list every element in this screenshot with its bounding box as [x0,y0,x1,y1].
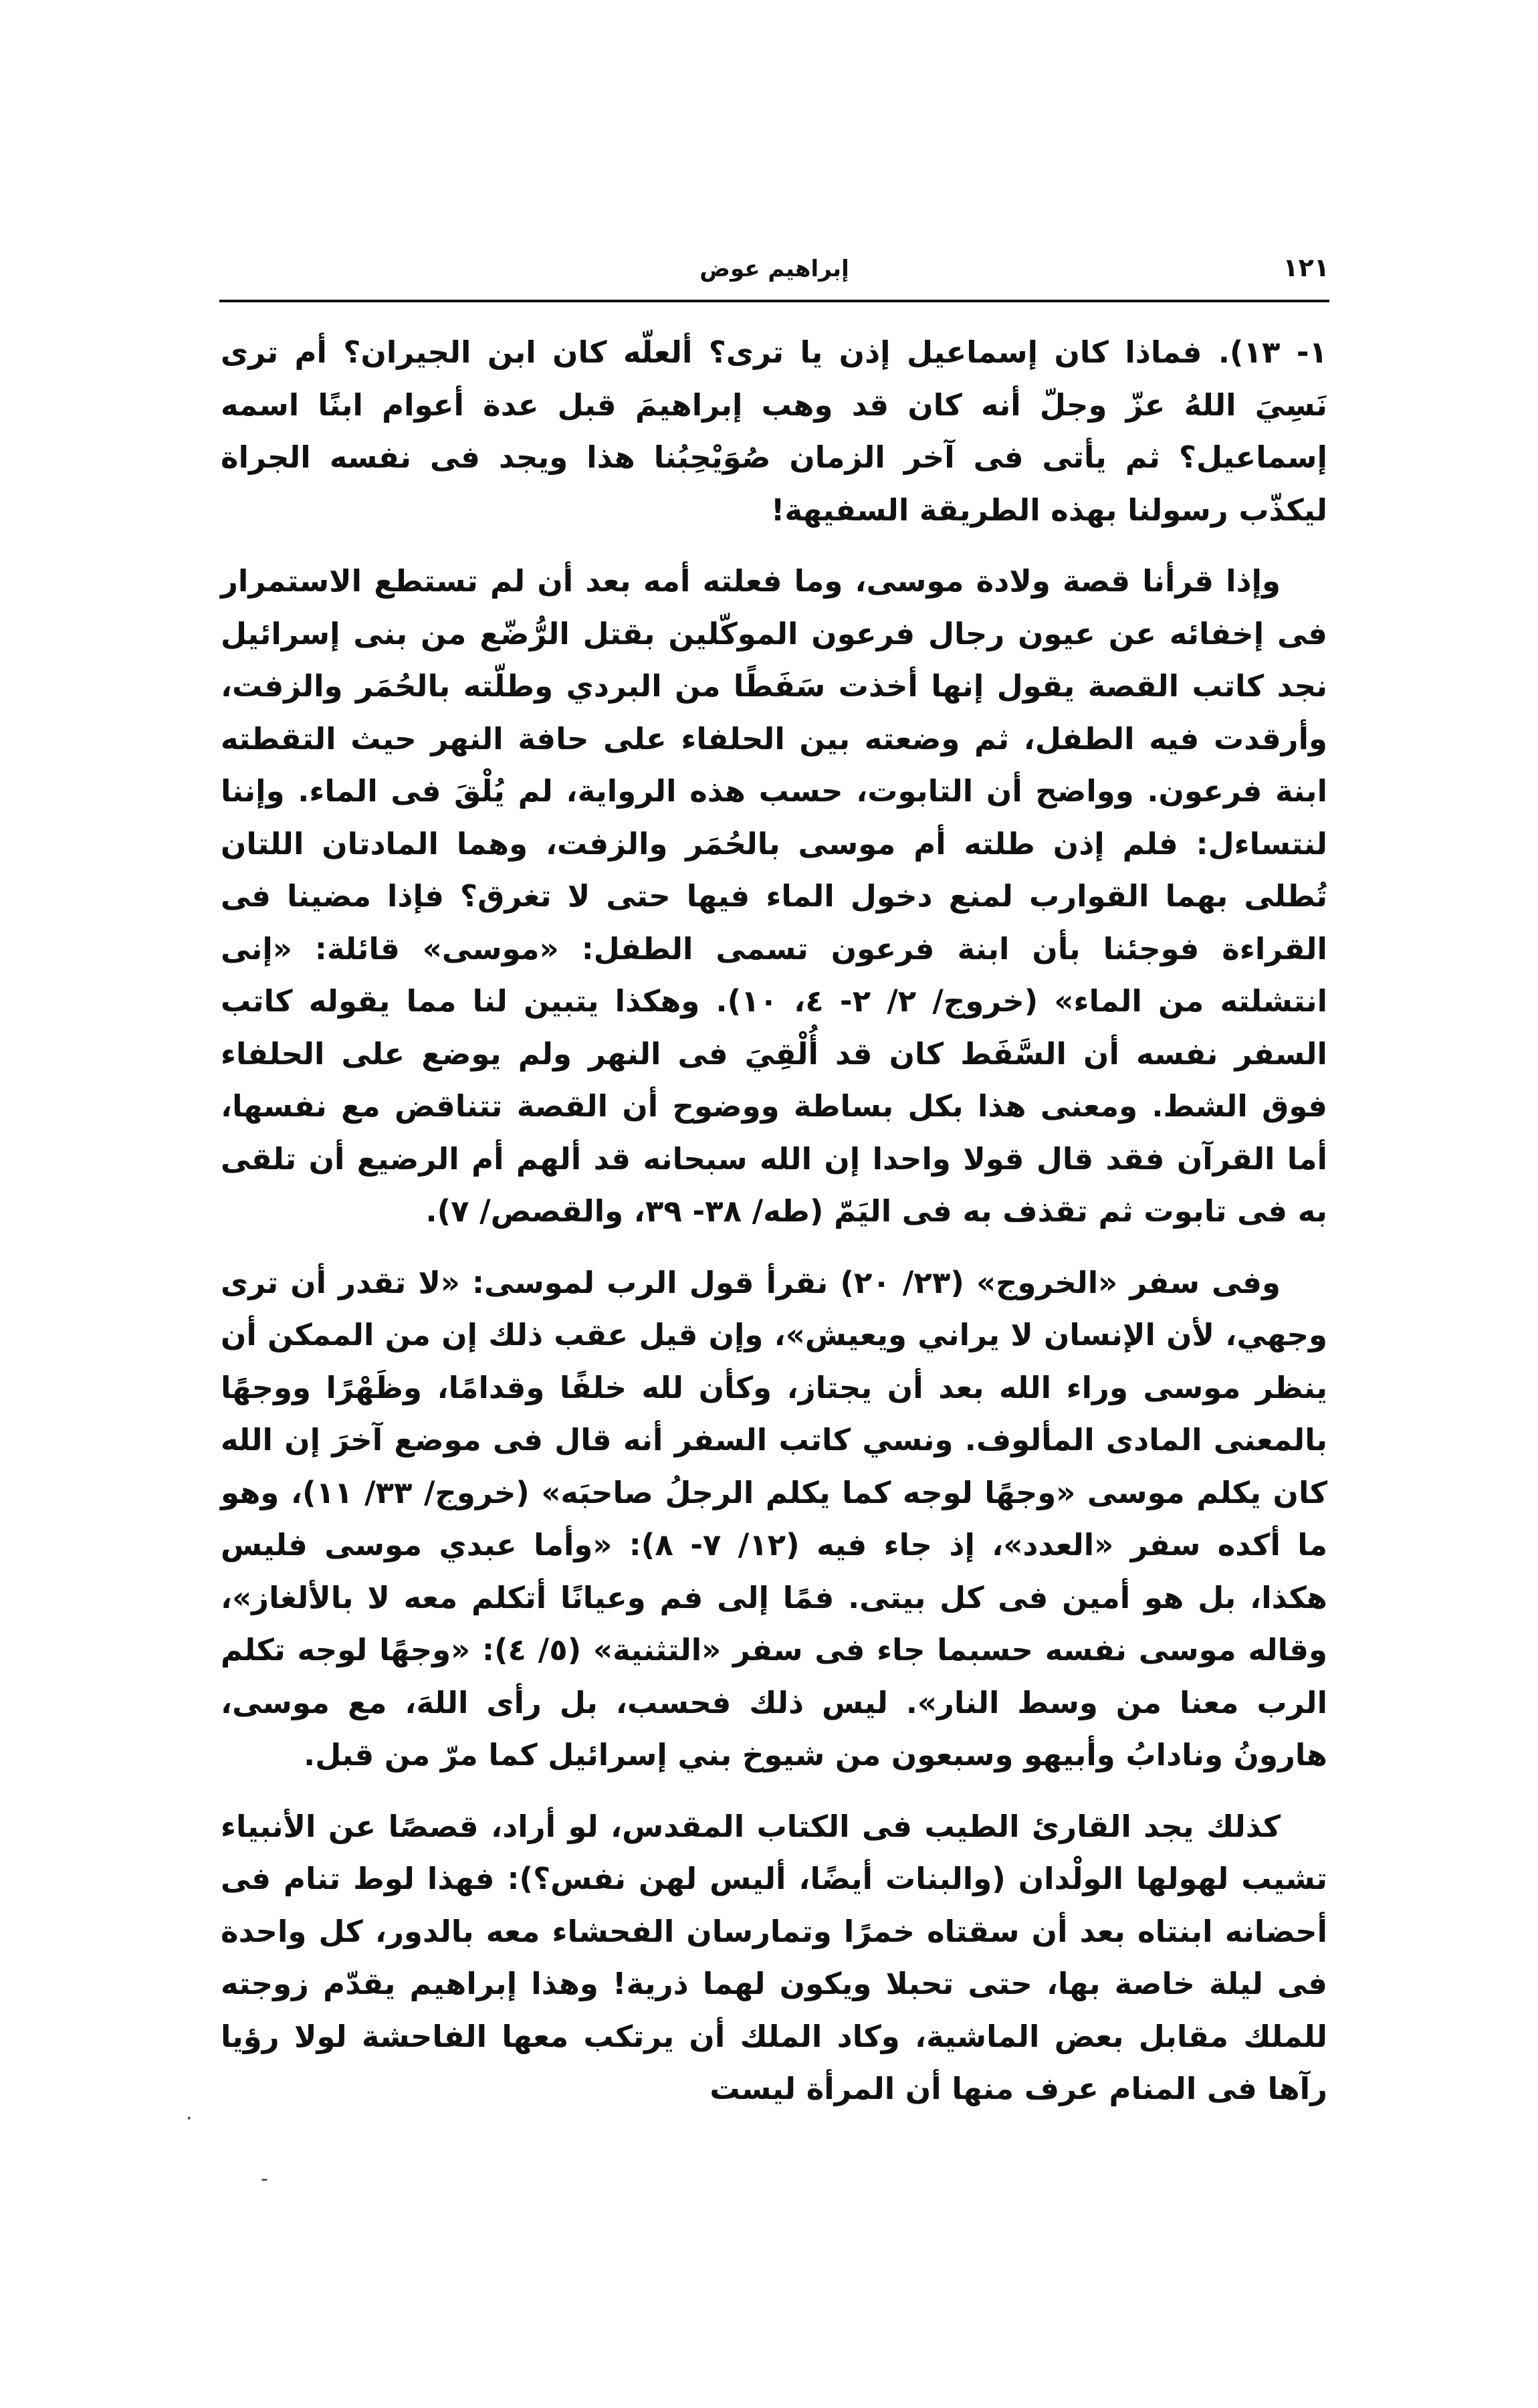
paragraph: ١- ١٣). فماذا كان إسماعيل إذن يا ترى؟ ألعلّه كان ابن الجيران؟ أم ترى نَسِيَ اللهُ عزّ وجلّ أنه كان قد وهب إبراهيمَ قبل عدة أعوام ابنًا اسمه إسماعيل؟ ثم يأتى فى آخر الزمان صُوَيْحِبُنا هذا ويجد فى نفسه الجراة ليكذّب رسولنا بهذه الطريقة السفيهة! [221,334,1328,528]
paragraph: وفى سفر «الخروج» (٢٣/ ٢٠) نقرأ قول الرب لموسى: «لا تقدر أن ترى وجهي، لأن الإنسان لا يراني ويعيش»، وإن قيل عقب ذلك إن من الممكن أن ينظر موسى وراء الله بعد أن يجتاز، وكأن لله خلفًا وقدامًا، وظَهْرًا ووجهًا بالمعنى المادى المألوف. ونسي كاتب السفر أنه قال فى موضع آخرَ إن الله كان يكلم موسى «وجهًا لوجه كما يكلم الرجلُ صاحبَه» (خروج/ ٣٣/ ١١)، وهو ما أكده سفر «العدد»، إذ جاء فيه (١٢/ ٧- ٨): «وأما عبدي موسى فليس هكذا، بل هو أمين فى كل بيتى. فمًا إلى فم وعيانًا أتكلم معه لا بالألغاز»، وقاله موسى نفسه حسبما جاء فى سفر «التثنية» (٥/ ٤): «وجهًا لوجه تكلم الرب معنا من وسط النار». ليس ذلك فحسب، بل رأى اللهَ، مع موسى، هارونُ ونادابُ وأبيهو وسبعون من شيوخ بني إسرائيل كما مرّ من قبل. [221,1264,1328,1773]
header-rule [219,300,1329,302]
page-number: ١٢١ [1283,253,1329,282]
page-body [221,326,1327,2134]
running-head: إبراهيم عوض [699,256,849,282]
paragraph: كذلك يجد القارئ الطيب فى الكتاب المقدس، لو أراد، قصصًا عن الأنبياء تشيب لهولها الولْدان (والبنات أيضًا، أليس لهن نفس؟): فهذا لوط تنام فى أحضانه ابنتاه بعد أن سقتاه خمرًا وتمارسان الفحشاء معه بالدور، كل واحدة فى ليلة خاصة بها، حتى تحبلا ويكون لهما ذرية! وهذا إبراهيم يقدّم زوجته للملك مقابل بعض الماشية، وكاد الملك أن يرتكب معها الفاحشة لولا رؤيا رآها فى المنام عرف منها أن المرأة ليست [221,1808,1327,2106]
margin-dash: - [261,2167,268,2191]
paragraph: وإذا قرأنا قصة ولادة موسى، وما فعلته أمه بعد أن لم تستطع الاستمرار فى إخفائه عن عيون رجال فرعون الموكّلين بقتل الرُّضّع من بنى إسرائيل نجد كاتب القصة يقول إنها أخذت سَفَطًا من البردي وطلّته بالحُمَر والزفت، وأرقدت فيه الطفل، ثم وضعته بين الحلفاء على حافة النهر حيث التقطته ابنة فرعون. وواضح أن التابوت، حسب هذه الرواية، لم يُلْقَ فى الماء. وإننا لنتساءل: فلم إذن طلته أم موسى بالحُمَر والزفت، وهما المادتان اللتان تُطلى بهما القوارب لمنع دخول الماء فيها حتى لا تغرق؟ فإذا مضينا فى القراءة فوجئنا بأن ابنة فرعون تسمى الطفل: «موسى» قائلة: «إنى انتشلته من الماء» (خروج/ ٢/ ٢- ٤، ١٠). وهكذا يتبين لنا مما يقوله كاتب السفر نفسه أن السَّفَط كان قد أُلْقِيَ فى النهر ولم يوضع على الحلفاء فوق الشط. ومعنى هذا بكل بساطة ووضوح أن القصة تتناقض مع نفسها، أما القرآن فقد قال قولا واحدا إن الله سبحانه قد ألهم أم الرضيع أن تلقى به فى تابوت ثم تقذف به فى اليَمّ (طه/ ٣٨- ٣٩، والقصص/ ٧). [221,563,1328,1229]
page-header [219,253,1329,293]
margin-dot: · [186,2107,193,2130]
